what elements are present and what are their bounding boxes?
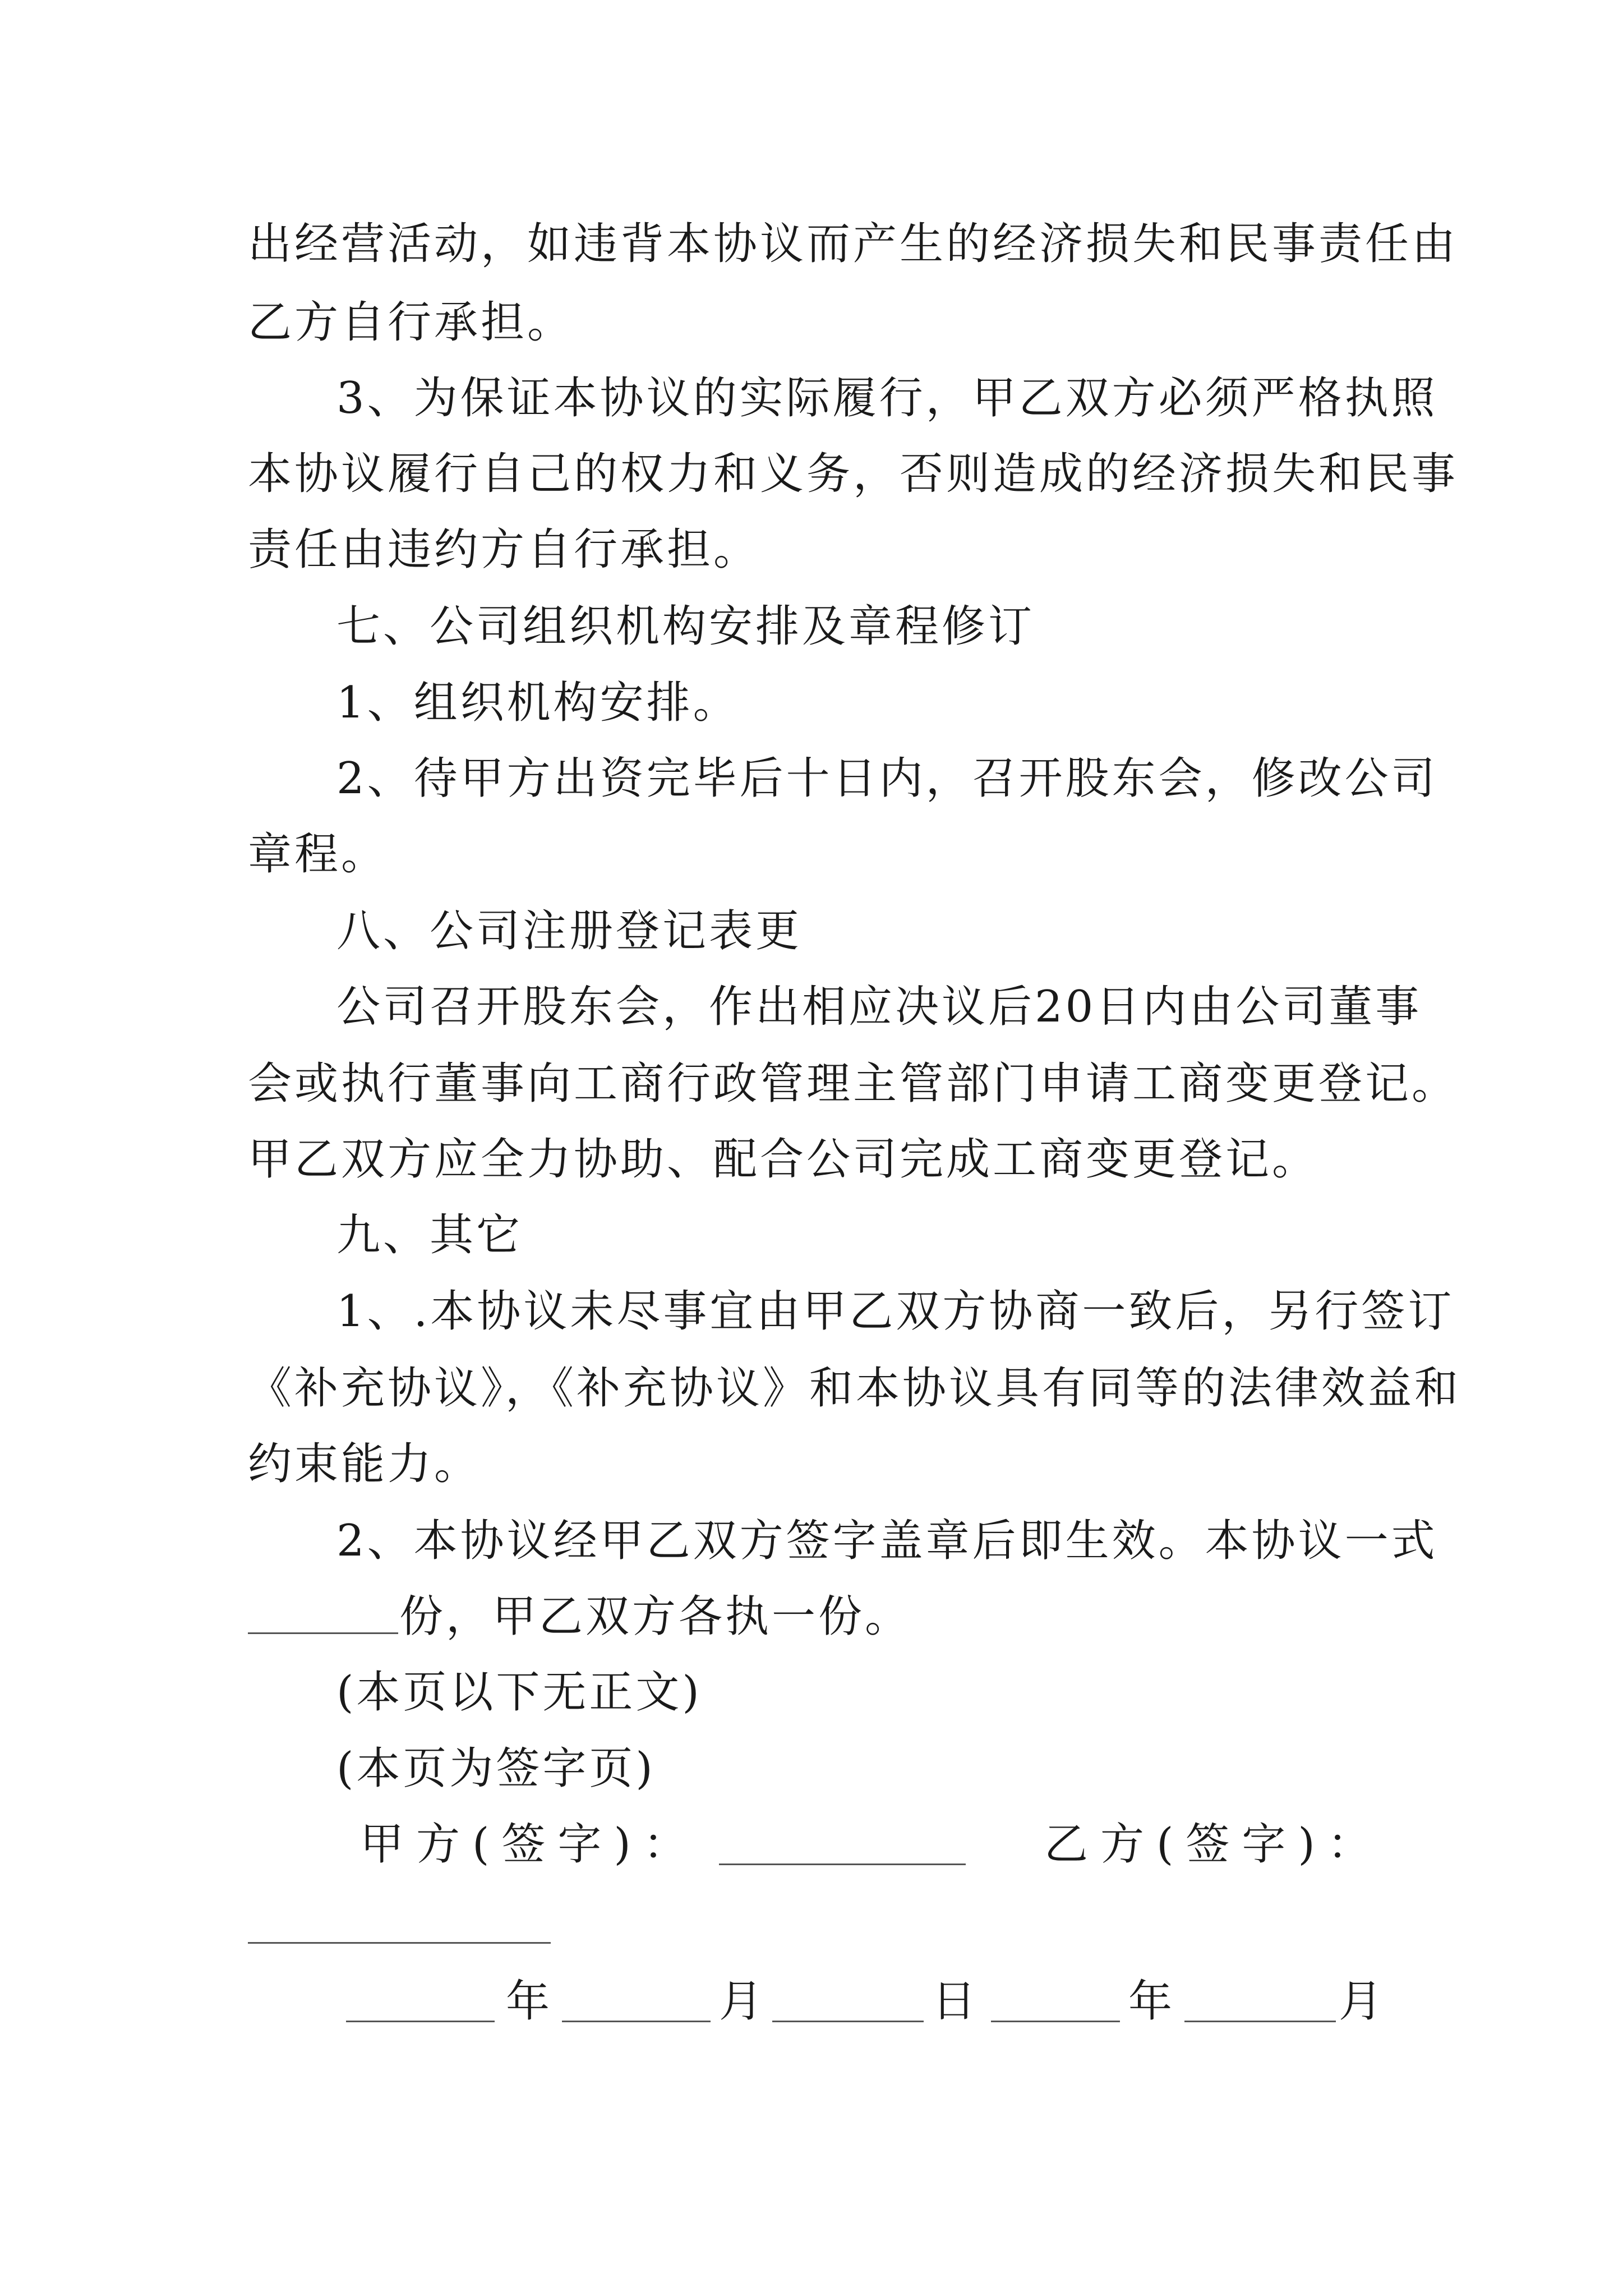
day-1-label: 日: [932, 1976, 976, 2027]
month-1-label: 月: [719, 1976, 763, 2027]
paragraph-line: 本协议履行自己的权力和义务，否则造成的经济损失和民事: [248, 449, 1459, 499]
month-1-blank: [562, 2021, 711, 2022]
paragraph-line: 3、为保证本协议的实际履行，甲乙双方必须严格执照: [336, 373, 1438, 424]
paragraph-line: 公司召开股东会，作出相应决议后20日内由公司董事: [336, 982, 1422, 1032]
paragraph-line: 2、待甲方出资完毕后十日内，召开股东会，修改公司: [336, 753, 1438, 804]
paragraph-line: 乙方自行承担。: [248, 297, 574, 348]
date-row: [248, 1973, 1381, 2030]
section-heading: 八、公司注册登记表更: [336, 906, 803, 956]
paragraph-line: 1、组织机构安排。: [336, 678, 740, 728]
section-heading: 九、其它: [336, 1210, 523, 1260]
paragraph-line: 甲乙双方应全力协助、配合公司完成工商变更登记。: [248, 1134, 1319, 1185]
paragraph-line: 2、本协议经甲乙双方签字盖章后即生效。本协议一式: [336, 1516, 1438, 1566]
signature-row: [248, 1816, 1384, 1872]
month-2-label: 月: [1339, 1976, 1383, 2027]
paragraph-line: 章程。: [248, 829, 388, 880]
copies-text: 份，甲乙双方各执一份。: [399, 1591, 912, 1642]
paragraph-line: 1、.本协议未尽事宜由甲乙双方协商一致后，另行签订: [336, 1286, 1455, 1337]
year-1-blank: [346, 2021, 495, 2022]
section-heading: 七、公司组织机构安排及章程修订: [336, 601, 1035, 652]
party-b-signature-label: 乙方(签字)：: [1044, 1819, 1384, 1870]
party-b-signature-blank: [248, 1942, 551, 1944]
paragraph-line: 会或执行董事向工商行政管理主管部门申请工商变更登记。: [248, 1059, 1459, 1109]
note-no-body-text: (本页以下无正文): [336, 1667, 702, 1718]
month-2-blank: [1184, 2021, 1336, 2022]
party-a-signature-blank: [719, 1864, 966, 1865]
copies-line: [248, 1589, 1381, 1645]
year-2-label: 年: [1128, 1976, 1173, 2027]
paragraph-line: 《补充协议》，《补充协议》和本协议具有同等的法律效益和: [248, 1363, 1461, 1414]
day-1-blank: [772, 2021, 924, 2022]
copies-blank: [248, 1632, 398, 1634]
year-2-blank: [991, 2021, 1120, 2022]
note-signature-page: (本页为签字页): [336, 1743, 656, 1794]
paragraph-line: 责任由违约方自行承担。: [248, 524, 760, 575]
year-1-label: 年: [506, 1976, 550, 2027]
party-a-signature-label: 甲方(签字)：: [360, 1819, 699, 1870]
paragraph-line: 出经营活动，如违背本协议而产生的经济损失和民事责任由: [248, 219, 1459, 269]
paragraph-line: 约束能力。: [248, 1439, 481, 1489]
